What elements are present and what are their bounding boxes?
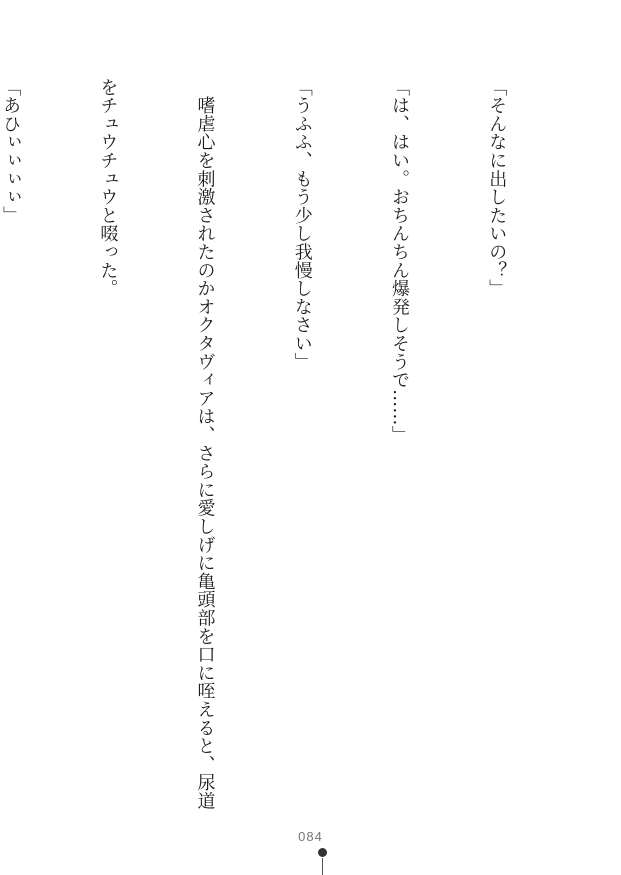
text-line: 「そんなに出したいの？」 xyxy=(486,78,508,298)
page-marker-dot xyxy=(318,848,327,857)
text-line: をチュウチュウと啜った。 xyxy=(97,78,119,298)
body-text xyxy=(0,78,577,810)
text-line: 嗜虐心を刺激されたのかオクタヴィアは、さらに愛しげに亀頭部を口に咥えると、尿道 xyxy=(194,78,216,810)
page-marker-line xyxy=(322,858,323,875)
text-line: 「うふふ、もう少し我慢しなさい」 xyxy=(291,78,313,371)
text-line: 「あひぃぃぃぃ」 xyxy=(0,78,22,225)
text-line: 「は、はい。おちんちん爆発しそうで……」 xyxy=(388,78,410,444)
page-number: 084 xyxy=(298,829,323,844)
